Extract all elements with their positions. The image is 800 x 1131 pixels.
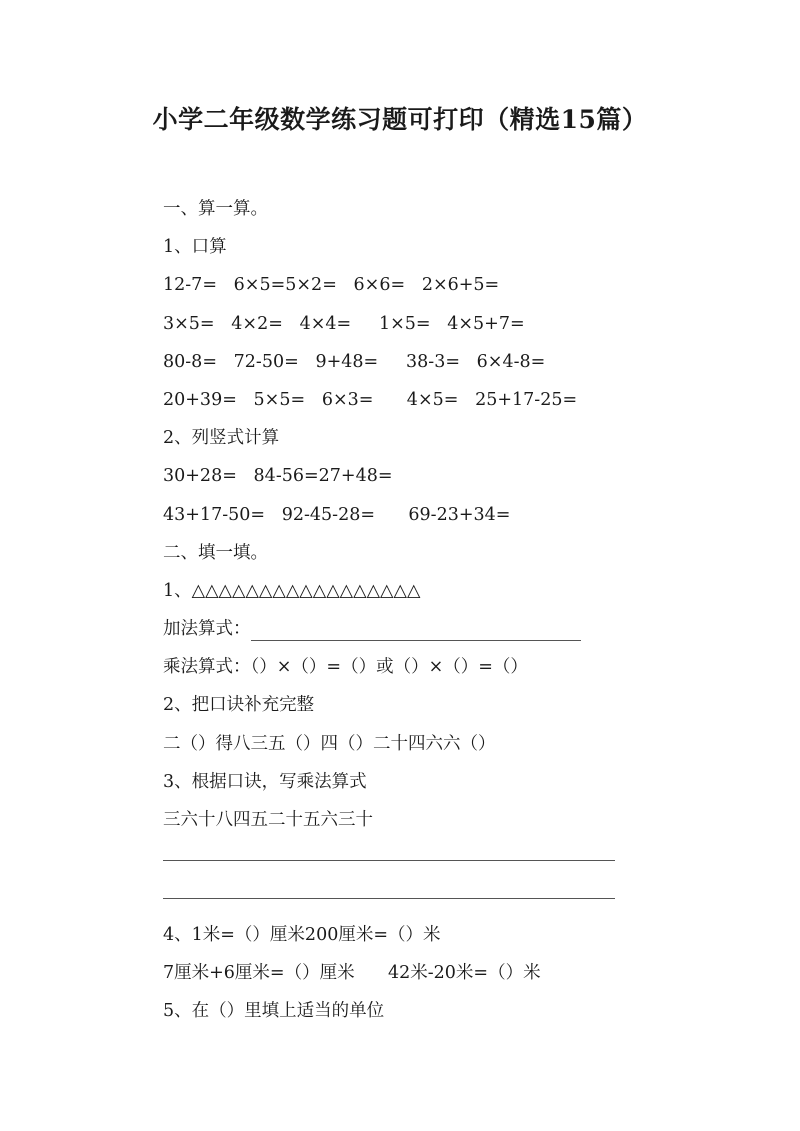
subheading-complete-rhymes: 2、把口诀补充完整 [163, 695, 315, 716]
rhymes-list-row: 三六十八四五二十五六三十 [163, 810, 373, 830]
oral-calc-row-4: 20+39= 5×5= 6×3= 4×5= 25+17-25= [163, 389, 578, 410]
answer-line-1[interactable] [163, 839, 633, 877]
section-heading-calculate: 一、算一算。 [163, 199, 268, 219]
subheading-vertical-calc: 2、列竖式计算 [163, 428, 280, 449]
oral-calc-row-2: 3×5= 4×2= 4×4= 1×5= 4×5+7= [163, 313, 525, 334]
subheading-write-multiplication: 3、根据口诀，写乘法算式 [163, 771, 367, 792]
page-title: 小学二年级数学练习题可打印（精选15篇） [152, 105, 648, 134]
vertical-calc-row-2: 43+17-50= 92-45-28= 69-23+34= [163, 504, 511, 525]
worksheet-body [163, 190, 633, 1030]
triangle-row: 1、△△△△△△△△△△△△△△△△△ [163, 580, 421, 601]
answer-rule [163, 860, 615, 861]
answer-rule [163, 898, 615, 899]
unit-conversion-row-2: 7厘米+6厘米=（）厘米 42米-20米=（）米 [163, 962, 541, 983]
section-heading-fill-in: 二、填一填。 [163, 542, 268, 563]
multiplication-formula-row: 乘法算式：（）×（）=（）或（）×（）=（） [163, 657, 528, 678]
addition-formula-row [163, 610, 633, 648]
oral-calc-row-1: 12-7= 6×5=5×2= 6×6= 2×6+5= [163, 275, 500, 296]
unit-conversion-row-1: 4、1米=（）厘米200厘米=（）米 [163, 924, 441, 945]
rhyme-blanks-row: 二（）得八三五（）四（）二十四六六（） [163, 733, 496, 754]
oral-calc-row-3: 80-8= 72-50= 9+48= 38-3= 6×4-8= [163, 351, 546, 372]
addition-formula-label: 加法算式： [163, 619, 251, 640]
subheading-fill-units: 5、在（）里填上适当的单位 [163, 1000, 385, 1021]
vertical-calc-row-1: 30+28= 84-56=27+48= [163, 466, 393, 487]
subheading-oral-calc: 1、口算 [163, 237, 227, 258]
addition-answer-blank[interactable] [251, 616, 581, 641]
answer-line-2[interactable] [163, 877, 633, 915]
